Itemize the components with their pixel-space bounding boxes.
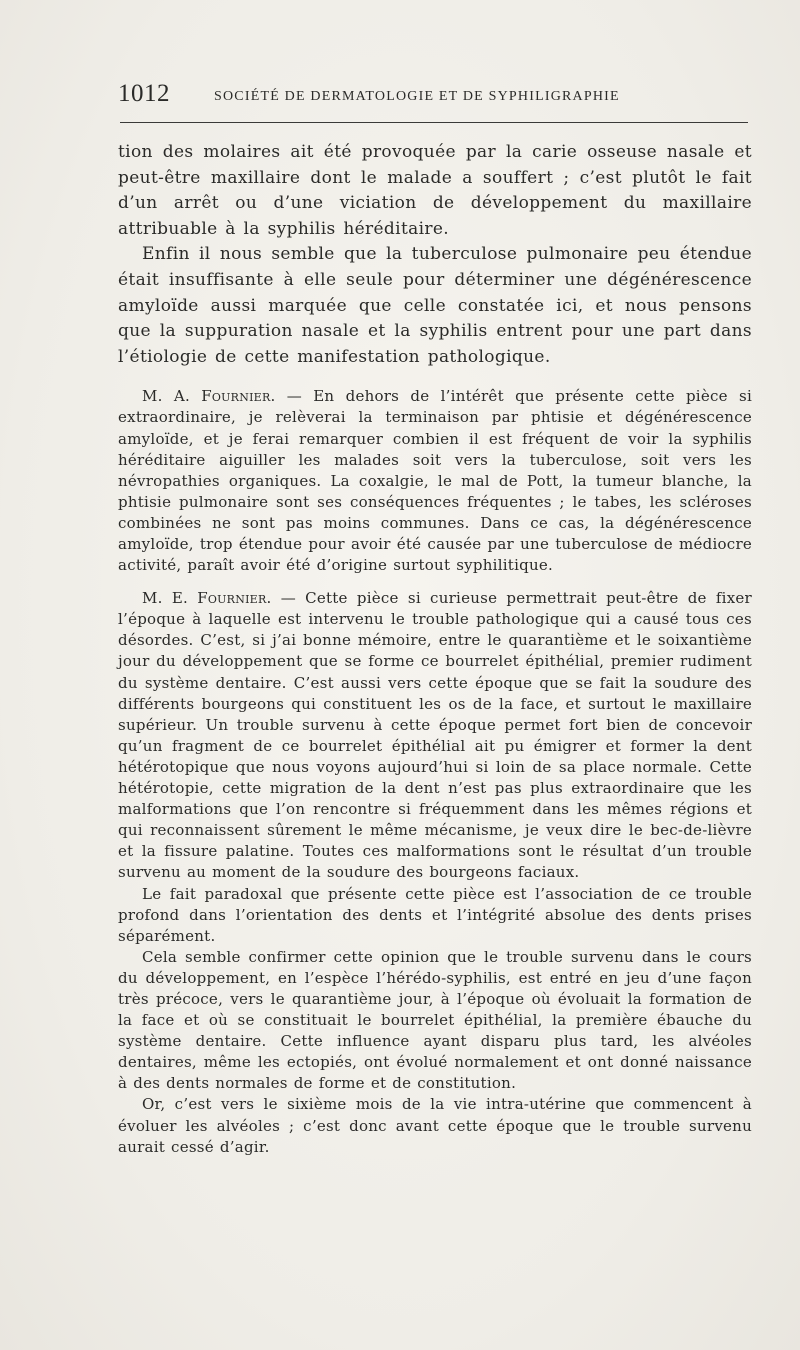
paragraph-e-fournier-text: — Cette pièce si curieuse permettrait peut-être de fixer l’époque à laquelle est intervenu le trouble pathologique qui a causé tous ces désordes. C’est, si j’ai bonne mémoire, entre le quarantième et le soixantième jour du développement que se forme ce bourrelet épithélial, premier rudiment du système dentaire. C’est aussi vers cette époque que se fait la soudure des différents bourgeons qui constituent les os de la face, et surtout le maxillaire supérieur. Un trouble survenu à cette époque permet fort bien de concevoir qu’un fragment de ce bourrelet épithélial ait pu émigrer et former la dent hétérotopique que nous voyons aujourd’hui si loin de sa place normale. Cette hétérotopie, cette migration de la dent n’est pas plus extraordinaire que les malformations que l’on rencontre si fréquemment dans les mêmes régions et qui reconnaissent sûrement le même mécanisme, je veux dire le bec-de-lièvre et la fissure palatine. Toutes ces malformations sont le résultat d’un trouble survenu au moment de la soudure des bourgeons faciaux. (118, 589, 752, 882)
running-head (118, 80, 750, 114)
paragraph-cela-semble: Cela semble confirmer cette opinion que le trouble survenu dans le cours du développement, en l’espèce l’hérédo-syphilis, est entré en jeu d’une façon très précoce, vers le quarantième jour, à l’époque où évoluait la formation de la face et où se constituait le bourrelet épithélial, la première ébauche du système dentaire. Cette influence ayant disparu plus tard, les alvéoles dentaires, même les ectopiés, ont évolué normalement et ont donné naissance à des dents normales de forme et de constitution. (118, 947, 752, 1093)
speaker-e-fournier: M. E. Fournier. (142, 589, 272, 608)
paragraph-a-fournier (118, 386, 752, 576)
page-number: 1012 (118, 80, 170, 107)
paragraph-le-fait: Le fait paradoxal que présente cette pièce est l’association de ce trouble profond dans l’orientation des dents et l’intégrité absolue des dents prises séparément. (118, 884, 752, 945)
paragraph-enfin: Enfin il nous semble que la tuberculose pulmonaire peu étendue était insuffisante à elle seule pour déterminer une dégénérescence amyloïde aussi marquée que celle constatée ici, et nous pensons que la suppuration nasale et la syphilis entrent pour une part dans l’étiologie de cette manifestation pathologique. (118, 244, 752, 367)
paragraph-or: Or, c’est vers le sixième mois de la vie intra-utérine que commencent à évoluer les alvéoles ; c’est donc avant cette époque que le trouble survenu aurait cessé d’agir. (118, 1095, 752, 1156)
journal-title: SOCIÉTÉ DE DERMATOLOGIE ET DE SYPHILIGRAPHIE (214, 89, 620, 104)
paragraph-e-fournier (118, 588, 752, 883)
body-text (118, 140, 752, 1158)
paragraph-a-fournier-text: — En dehors de l’intérêt que présente cette pièce si extraordinaire, je relèverai la terminaison par phtisie et dégénérescence amyloïde, et je ferai remarquer combien il est fréquent de voir la syphilis héréditaire aiguiller les malades soit vers la tuberculose, soit vers les névropathies organiques. La coxalgie, le mal de Pott, la tumeur blanche, la phtisie pulmonaire sont ses conséquences fréquentes ; le tabes, les scléroses combinées ne sont pas moins communes. Dans ce cas, la dégénérescence amyloïde, trop étendue pour avoir été causée par une tuberculose de médiocre activité, paraît avoir été d’origine surtout syphilitique. (118, 387, 752, 575)
speaker-a-fournier: M. A. Fournier. (142, 387, 276, 406)
header-rule (120, 122, 748, 123)
paragraph-continuation: tion des molaires ait été provoquée par la carie osseuse nasale et peut-être maxillaire dont le malade a souffert ; c’est plutôt le fait d’un arrêt ou d’une viciation de développement du maxillaire attribuable à la syphilis héréditaire. (118, 142, 752, 239)
